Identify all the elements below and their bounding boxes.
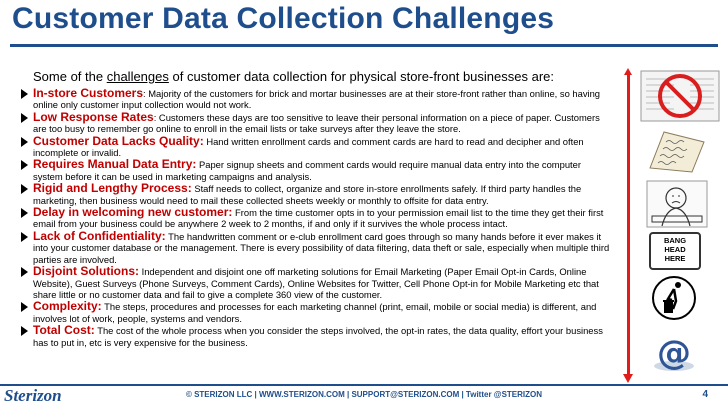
list-item <box>21 301 613 324</box>
item-heading: Total Cost: <box>33 323 95 338</box>
intro-underlined: challenges <box>106 69 169 84</box>
page-number: 4 <box>702 389 708 400</box>
challenge-list <box>21 88 613 349</box>
footer-text: © STERIZON LLC | WWW.STERIZON.COM | SUPPORT@STERIZON.COM | Twitter @STERIZON <box>185 390 543 399</box>
item-heading: Low Response Rates <box>33 109 154 124</box>
item-heading: Rigid and Lengthy Process: <box>33 181 192 196</box>
bang-head-sign <box>649 232 701 270</box>
sign-line-2: HEAD <box>664 245 686 254</box>
list-item <box>21 183 613 206</box>
bullet-arrow-icon <box>21 302 28 312</box>
sterizon-logo: Sterizon <box>4 386 62 405</box>
list-item <box>21 109 613 135</box>
item-heading: Disjoint Solutions: <box>33 264 139 279</box>
bullet-arrow-icon <box>21 184 28 194</box>
intro-text <box>33 69 554 84</box>
sign-line-3: HERE <box>664 254 686 263</box>
item-text: From the time customer opts in to your permission email list to the time they get their first email from your business could be anywhere 2 week to 2 months, if and only if it survives the whole process intact. <box>33 207 604 230</box>
item-heading: Lack of Confidentiality: <box>33 228 166 243</box>
list-item <box>21 207 613 230</box>
sign-text <box>649 236 701 263</box>
list-item <box>21 133 613 159</box>
list-item <box>21 228 613 265</box>
item-text: The steps, procedures and processes for each marketing channel (print, email, mobile or social media) is different, and involves lot of work, people, systems and vendors. <box>33 301 597 324</box>
item-heading: Complexity: <box>33 299 102 314</box>
intro-before: Some of the <box>33 69 107 84</box>
bullet-arrow-icon <box>21 137 28 147</box>
no-paper-form-icon <box>640 70 720 122</box>
timeline-arrow <box>627 74 630 374</box>
bullet-arrow-icon <box>21 326 28 336</box>
bullet-arrow-icon <box>21 267 28 277</box>
item-text: The handwritten comment or e-club enrollment card goes through so many hands before it ever makes it into your customer database or the management. There is every possibility of data filtering, data theft or sale, especially when multiple third parties are involved. <box>33 230 610 265</box>
list-item <box>21 88 613 111</box>
item-heading: Delay in welcoming new customer: <box>33 205 233 220</box>
stressed-person-icon <box>646 180 708 228</box>
list-item <box>21 266 613 300</box>
list-item <box>21 159 613 182</box>
item-separator: : <box>153 111 159 123</box>
item-text: Majority of the customers for brick and mortar businesses are at their store-front rather than online, so having online only customer input collection would not work. <box>33 88 601 111</box>
bullet-arrow-icon <box>21 160 28 170</box>
item-text: The cost of the whole process when you consider the steps involved, the opt-in rates, the data quality, effort your business has to put in, etc is very expensive for the business. <box>33 325 603 348</box>
bullet-arrow-icon <box>21 208 28 218</box>
bullet-arrow-icon <box>21 232 28 242</box>
item-text: Staff needs to collect, organize and store in-store enrollments safely. If third party handles the marketing, then business would need to mail these collected sheets weekly or monthly to offsite for data entry. <box>33 183 582 206</box>
footer-divider <box>0 384 728 386</box>
intro-after: of customer data collection for physical store-front businesses are: <box>168 69 554 84</box>
sign-line-1: BANG <box>663 236 687 245</box>
svg-text:@: @ <box>657 333 691 373</box>
bullet-arrow-icon <box>21 89 28 99</box>
item-heading: In-store Customers <box>33 86 144 100</box>
item-separator: : <box>143 88 149 99</box>
item-heading: Customer Data Lacks Quality: <box>33 133 204 148</box>
list-item <box>21 325 613 348</box>
handwritten-card-icon <box>646 128 708 174</box>
item-heading: Requires Manual Data Entry: <box>33 157 197 172</box>
bullet-arrow-icon <box>21 113 28 123</box>
item-text: Independent and disjoint one off marketing solutions for Email Marketing (Paper Email Opt-in Cards, Online Website), Guest Surveys (Phone Surveys, Comment Cards), Online Websites for Twitter, Cell Phone Opt-in for Mobile Marketing etc that share little or no customer data and fail to give a complete 360 view of the customer. <box>33 266 599 300</box>
trash-bin-icon <box>652 276 696 320</box>
item-text: Customers these days are too sensitive to leave their personal information on a piece of paper. Customers are too busy to remember go online to enroll in the email lists or take surveys after they leave the store. <box>33 111 600 135</box>
item-text: Paper signup sheets and comment cards would require manual data entry into the computer system before it can be used in marketing campaigns and analysis. <box>33 159 581 182</box>
item-text: Hand written enrollment cards and comment cards are hard to read and decipher and often incomplete or invalid. <box>33 135 584 159</box>
title-underline <box>10 44 718 47</box>
slide-title: Customer Data Collection Challenges <box>12 2 555 35</box>
email-at-icon <box>648 328 700 374</box>
